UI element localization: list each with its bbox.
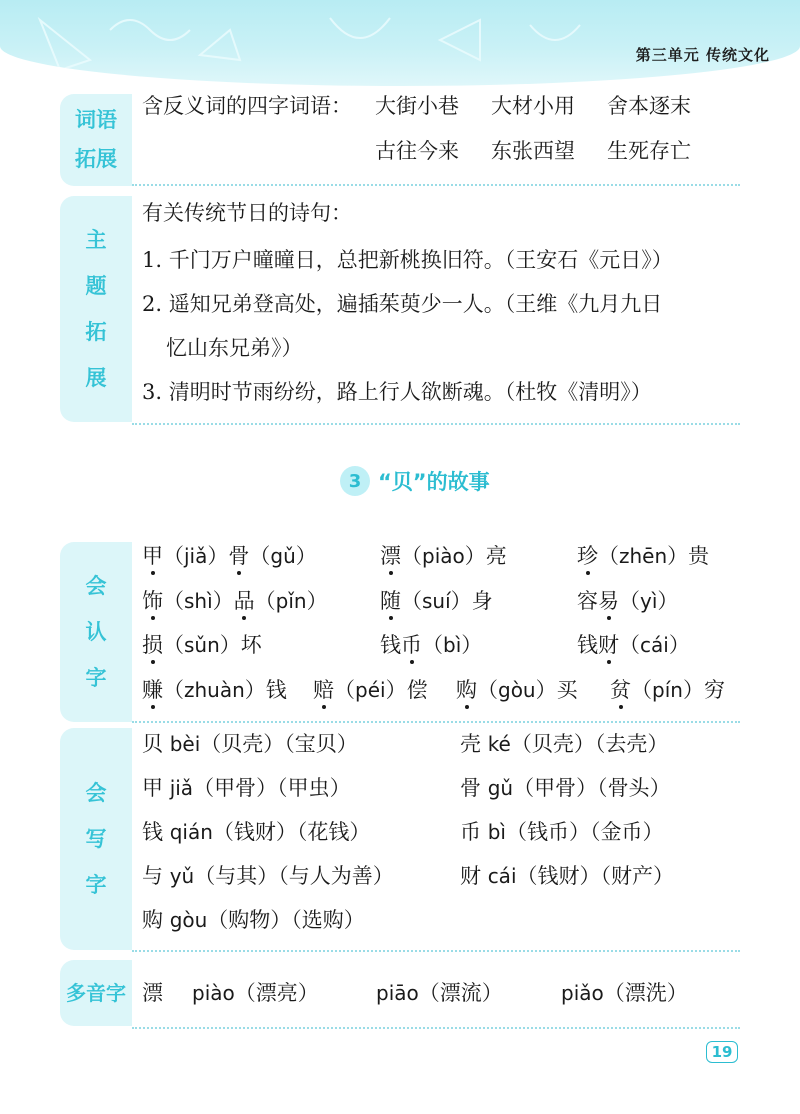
section-divider bbox=[132, 721, 740, 723]
poem-line: 忆山东兄弟》） bbox=[166, 336, 303, 360]
header-band bbox=[0, 0, 800, 86]
lesson-number-badge: 3 bbox=[340, 466, 370, 496]
section-divider bbox=[132, 950, 740, 952]
zhuti-label-char: 拓 bbox=[85, 320, 107, 344]
ciyu-label-line1: 词语 bbox=[75, 107, 117, 132]
ciyu-word: 古往今来 bbox=[375, 139, 459, 163]
lesson-title bbox=[340, 466, 490, 496]
poem-line: 2. 遥知兄弟登高处，遍插茱萸少一人。（王维《九月九日 bbox=[142, 292, 663, 316]
duoyin-label: 多音字 bbox=[66, 981, 126, 1005]
polyphone-entry: piāo（漂流） bbox=[376, 981, 503, 1005]
duoyin-label-tab bbox=[60, 960, 132, 1026]
write-char-entry: 财 cái（钱财）（财产） bbox=[460, 864, 674, 888]
recognize-word: 钱财（cái） bbox=[577, 633, 690, 657]
ciyu-intro: 含反义词的四字词语： bbox=[142, 94, 352, 118]
section-divider bbox=[132, 1027, 740, 1029]
polyphone-char: 漂 bbox=[142, 981, 163, 1005]
huiren-label-char: 认 bbox=[85, 620, 107, 644]
polyphone-entry: piǎo（漂洗） bbox=[561, 981, 688, 1005]
huiren-label-char: 会 bbox=[85, 574, 107, 598]
huiren-label-char: 字 bbox=[85, 666, 107, 690]
zhuti-label-tab bbox=[60, 196, 132, 422]
write-char-entry: 壳 ké（贝壳）（去壳） bbox=[460, 732, 669, 756]
write-char-entry: 贝 bèi（贝壳）（宝贝） bbox=[142, 732, 358, 756]
write-char-entry: 币 bì（钱币）（金币） bbox=[460, 820, 664, 844]
recognize-word: 珍（zhēn）贵 bbox=[577, 544, 710, 568]
recognize-word: 容易（yì） bbox=[577, 589, 679, 613]
recognize-word: 赚（zhuàn）钱 bbox=[142, 678, 287, 702]
ciyu-word: 舍本逐末 bbox=[607, 94, 691, 118]
huixie-label-tab bbox=[60, 728, 132, 950]
huixie-label-char: 会 bbox=[85, 781, 107, 805]
recognize-word: 随（suí）身 bbox=[380, 589, 493, 613]
section-divider bbox=[132, 423, 740, 425]
zhuti-label-char: 展 bbox=[85, 366, 107, 390]
write-char-entry: 购 gòu（购物）（选购） bbox=[142, 908, 365, 932]
recognize-word: 贫（pín）穷 bbox=[610, 678, 725, 702]
write-char-entry: 与 yǔ（与其）（与人为善） bbox=[142, 864, 394, 888]
page-number: 19 bbox=[706, 1041, 738, 1063]
huixie-label-char: 字 bbox=[85, 873, 107, 897]
lesson-title-text: “贝”的故事 bbox=[378, 470, 490, 494]
recognize-word: 赔（péi）偿 bbox=[313, 678, 428, 702]
recognize-word: 甲（jiǎ）骨（gǔ） bbox=[142, 544, 317, 568]
ciyu-word: 东张西望 bbox=[491, 139, 575, 163]
poem-line: 1. 千门万户曈曈日，总把新桃换旧符。（王安石《元日》） bbox=[142, 248, 673, 272]
recognize-word: 购（gòu）买 bbox=[456, 678, 578, 702]
ciyu-word: 大材小用 bbox=[491, 94, 575, 118]
huiren-label-tab bbox=[60, 542, 132, 722]
zhuti-intro: 有关传统节日的诗句： bbox=[142, 201, 352, 225]
write-char-entry: 钱 qián（钱财）（花钱） bbox=[142, 820, 371, 844]
polyphone-entry: piào（漂亮） bbox=[192, 981, 319, 1005]
recognize-word: 钱币（bì） bbox=[380, 633, 483, 657]
huixie-label-char: 写 bbox=[85, 827, 107, 851]
recognize-word: 损（sǔn）坏 bbox=[142, 633, 262, 657]
zhuti-label-char: 题 bbox=[85, 274, 107, 298]
write-char-entry: 甲 jiǎ（甲骨）（甲虫） bbox=[142, 776, 351, 800]
zhuti-label-char: 主 bbox=[85, 228, 107, 252]
recognize-word: 漂（piào）亮 bbox=[380, 544, 507, 568]
ciyu-label-tab bbox=[60, 94, 132, 186]
ciyu-word: 大街小巷 bbox=[375, 94, 459, 118]
recognize-word: 饰（shì）品（pǐn） bbox=[142, 589, 328, 613]
write-char-entry: 骨 gǔ（甲骨）（骨头） bbox=[460, 776, 671, 800]
decorative-doodles bbox=[0, 0, 800, 86]
ciyu-word: 生死存亡 bbox=[607, 139, 691, 163]
ciyu-label-line2: 拓展 bbox=[75, 147, 117, 171]
unit-title: 第三单元 传统文化 bbox=[635, 46, 770, 64]
poem-line: 3. 清明时节雨纷纷，路上行人欲断魂。（杜牧《清明》） bbox=[142, 380, 652, 404]
section-divider bbox=[132, 184, 740, 186]
